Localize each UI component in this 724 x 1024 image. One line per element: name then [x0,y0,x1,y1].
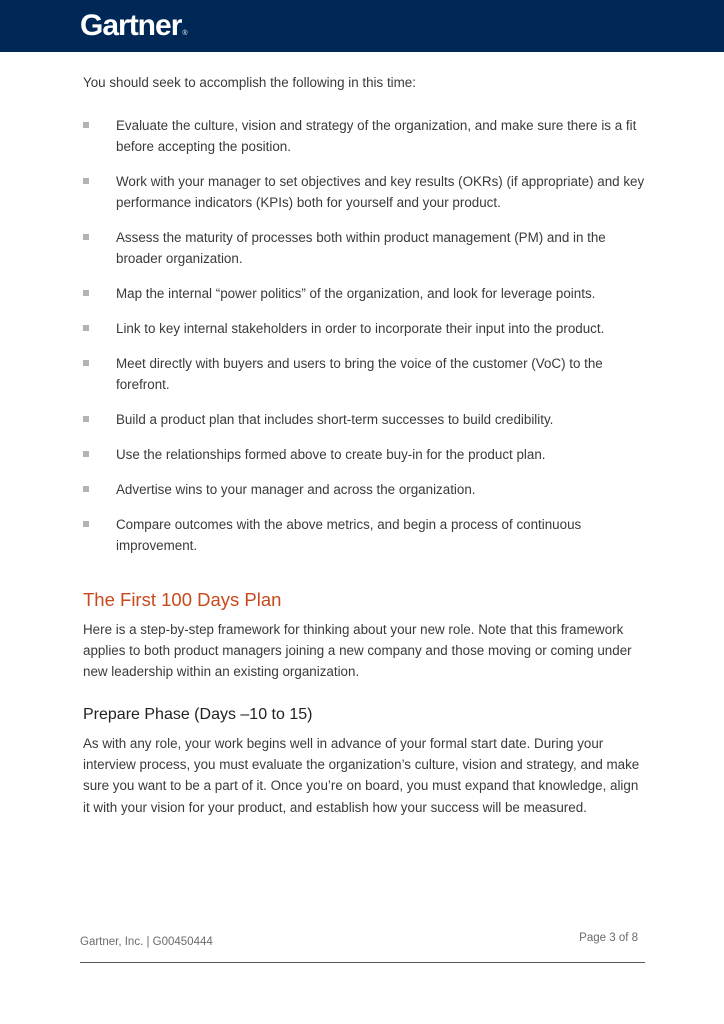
list-item-text: Use the relationships formed above to create buy-in for the product plan. [116,447,546,462]
list-item [83,227,648,269]
square-bullet-icon [83,234,89,240]
list-item-text: Advertise wins to your manager and across the organization. [116,482,476,497]
list-item [83,409,648,430]
square-bullet-icon [83,325,89,331]
square-bullet-icon [83,451,89,457]
list-item [83,514,648,556]
logo-text: Gartner [80,9,182,42]
list-item-text: Evaluate the culture, vision and strategy of the organization, and make sure there is a fit before accepting the position. [116,118,637,154]
square-bullet-icon [83,486,89,492]
list-item [83,115,648,157]
list-item [83,318,648,339]
list-item-text: Map the internal “power politics” of the organization, and look for leverage points. [116,286,596,301]
section-heading: The First 100 Days Plan [83,589,282,610]
section-paragraph: Here is a step-by-step framework for thinking about your new role. Note that this framework applies to both product managers joining a new company and those moving or coming under new leadership within an existing organization. [83,622,632,680]
registered-mark: ® [182,30,188,37]
square-bullet-icon [83,416,89,422]
list-item [83,479,648,500]
list-item [83,444,648,465]
bullet-list [83,115,648,570]
phase-paragraph: As with any role, your work begins well in advance of your formal start date. During your interview process, you must evaluate the organization’s culture, vision and strategy, and make sure you want to be a part of it. Once you’re on board, you must expand that knowledge, align it with your vision for your product, and establish how your success will be measured. [83,736,640,815]
footer-document-id: Gartner, Inc. | G00450444 [80,936,213,948]
header-bar [0,0,724,52]
list-item [83,353,648,395]
list-item-text: Assess the maturity of processes both within product management (PM) and in the broader organization. [116,230,606,266]
list-item-text: Link to key internal stakeholders in order to incorporate their input into the product. [116,321,605,336]
list-item-text: Compare outcomes with the above metrics, and begin a process of continuous improvement. [116,517,582,553]
list-item-text: Meet directly with buyers and users to bring the voice of the customer (VoC) to the forefront. [116,356,603,392]
list-item-text: Work with your manager to set objectives and key results (OKRs) (if appropriate) and key performance indicators (KPIs) both for yourself and your product. [116,174,645,210]
square-bullet-icon [83,521,89,527]
phase-heading: Prepare Phase (Days –10 to 15) [83,706,313,723]
page-number: Page 3 of 8 [579,932,638,944]
square-bullet-icon [83,290,89,296]
list-item [83,171,648,213]
gartner-logo [80,6,188,54]
square-bullet-icon [83,122,89,128]
intro-text: You should seek to accomplish the following in this time: [83,75,416,90]
square-bullet-icon [83,360,89,366]
square-bullet-icon [83,178,89,184]
list-item-text: Build a product plan that includes short-term successes to build credibility. [116,412,554,427]
footer-divider [80,962,645,963]
list-item [83,283,648,304]
